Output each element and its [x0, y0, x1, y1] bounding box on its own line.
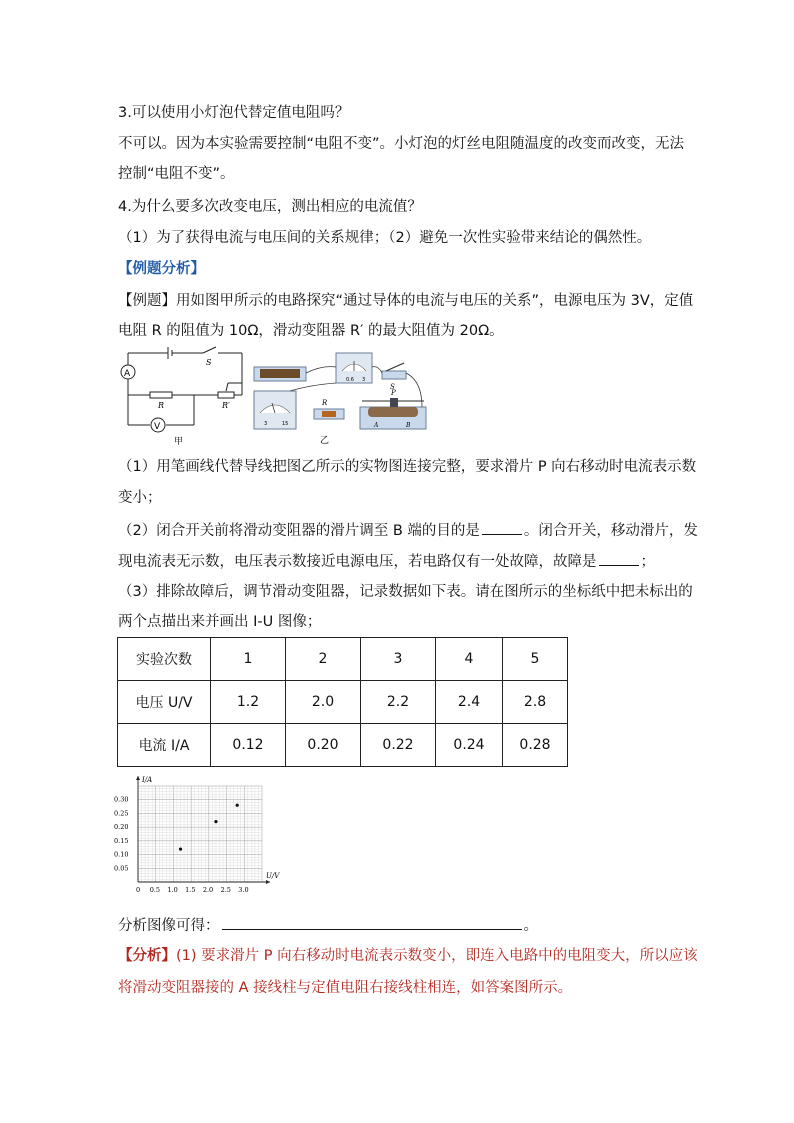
table-cell: 4 — [436, 638, 503, 681]
conclusion-line — [118, 915, 538, 936]
battery-cells — [260, 369, 300, 378]
y-tick-label: 0.20 — [114, 823, 129, 832]
q4-title: 4.为什么要多次改变电压，测出相应的电流值？ — [118, 199, 422, 215]
example-line1 — [118, 291, 693, 311]
slider-label: P — [391, 389, 396, 397]
analysis-line2: 将滑动变阻器接的 A 接线柱与定值电阻右接线柱相连，如答案图所示。 — [118, 980, 573, 996]
table-cell: 2.4 — [436, 681, 503, 724]
table-cell: 0.20 — [286, 724, 361, 767]
circuit-diagram-jia — [118, 345, 246, 445]
data-table — [117, 637, 568, 767]
table-cell: 1 — [211, 638, 286, 681]
table-cell: 2.2 — [361, 681, 436, 724]
ammeter-label: A — [124, 369, 131, 379]
q3-answer-line2: 控制“电阻不变”。 — [118, 166, 235, 182]
section-heading: 【例题分析】 — [118, 261, 205, 277]
switch-device-label: S — [390, 383, 395, 391]
q3-title: 3.可以使用小灯泡代替定值电阻吗？ — [118, 105, 350, 121]
y-tick-label: 0.30 — [114, 795, 129, 804]
question3-line2: 两个点描出来并画出 I-U 图像； — [118, 614, 322, 630]
x-tick-label: 0 — [136, 886, 141, 894]
example-line2: 电阻 R 的阻值为 10Ω，滑动变阻器 R′ 的最大阻值为 20Ω。 — [118, 323, 504, 339]
example-label: 【例题】 — [118, 293, 176, 309]
caption-yi: 乙 — [320, 436, 330, 445]
ammeter-range: 0.6 — [346, 377, 354, 383]
table-row — [118, 724, 568, 767]
table-row — [118, 681, 568, 724]
answer-blank-1[interactable] — [482, 520, 522, 535]
question1-line1: （1）用笔画线代替导线把图乙所示的实物图连接完整，要求滑片 P 向右移动时电流表示数 — [118, 459, 697, 475]
example-text1: 用如图甲所示的电路探究“通过导体的电流与电压的关系”，电源电压为 3V，定值 — [176, 293, 694, 309]
x-tick-label: 2.0 — [202, 886, 214, 894]
switch-device — [382, 371, 406, 379]
x-tick-label: 1.5 — [185, 886, 196, 894]
iu-chart[interactable] — [112, 770, 282, 900]
switch-label: S — [206, 358, 212, 367]
table-cell: 1.2 — [211, 681, 286, 724]
data-point — [179, 847, 182, 850]
apparatus-figure-yi — [250, 345, 436, 445]
y-tick-label: 0.05 — [114, 864, 129, 873]
x-axis-label: U/V — [266, 872, 280, 880]
table-cell: 2 — [286, 638, 361, 681]
q4-answer: （1）为了获得电流与电压间的关系规律；（2）避免一次性实验带来结论的偶然性。 — [118, 230, 652, 246]
conclusion-prefix: 分析图像可得： — [118, 918, 220, 934]
table-row-header: 电压 U/V — [118, 681, 211, 724]
data-point — [214, 820, 217, 823]
rheostat-label: R′ — [222, 401, 230, 410]
question3-line1: （3）排除故障后，调节滑动变阻器，记录数据如下表。请在图所示的坐标纸中把未标出的 — [118, 584, 693, 600]
table-cell: 5 — [503, 638, 568, 681]
question2-text-a: （2）闭合开关前将滑动变阻器的滑片调至 B 端的目的是 — [118, 523, 480, 539]
ammeter-range-b: 3 — [362, 377, 366, 383]
analysis-text1: (1) 要求滑片 P 向右移动时电流表示数变小，即连入电路中的电阻变大，所以应该 — [176, 948, 698, 964]
resistor-label: R — [158, 401, 165, 410]
table-cell: 0.12 — [211, 724, 286, 767]
terminal-a-label: A — [374, 422, 379, 429]
y-axis-arrow — [136, 776, 140, 780]
x-tick-label: 2.5 — [220, 886, 231, 894]
question2-text-d: ； — [640, 554, 655, 570]
question2-line1 — [118, 520, 698, 541]
table-cell: 3 — [361, 638, 436, 681]
caption-jia: 甲 — [174, 437, 184, 445]
conclusion-blank[interactable] — [222, 915, 522, 930]
table-cell: 2.0 — [286, 681, 361, 724]
y-axis-label: I/A — [142, 776, 153, 784]
answer-blank-2[interactable] — [599, 551, 639, 566]
table-row-header: 实验次数 — [118, 638, 211, 681]
question2-line2 — [118, 551, 655, 572]
table-row — [118, 638, 568, 681]
voltmeter-label: V — [154, 422, 161, 432]
y-tick-label: 0.10 — [114, 850, 129, 859]
x-tick-label: 0.5 — [149, 886, 161, 894]
y-tick-label: 0.15 — [114, 836, 129, 845]
data-point — [236, 804, 239, 807]
voltmeter-range-a: 3 — [264, 421, 268, 427]
resistor-device-label: R — [322, 399, 328, 407]
question2-text-c: 现电流表无示数，电压表示数接近电源电压，若电路仅有一处故障，故障是 — [118, 554, 597, 570]
analysis-label: 【分析】 — [118, 948, 176, 964]
x-tick-label: 1.0 — [167, 886, 178, 894]
slider-p — [390, 398, 398, 407]
table-cell: 0.24 — [436, 724, 503, 767]
x-axis-arrow — [266, 880, 270, 884]
table-cell: 2.8 — [503, 681, 568, 724]
conclusion-suffix: 。 — [523, 918, 538, 934]
x-tick-label: 3.0 — [238, 886, 249, 894]
question1-line2: 变小； — [118, 490, 162, 506]
table-row-header: 电流 I/A — [118, 724, 211, 767]
analysis-line1 — [118, 946, 698, 966]
table-cell: 0.28 — [503, 724, 568, 767]
y-tick-label: 0.25 — [114, 809, 129, 818]
terminal-b-label: B — [406, 422, 411, 429]
q3-answer-line1: 不可以。因为本实验需要控制“电阻不变”。小灯泡的灯丝电阻随温度的改变而改变，无法 — [118, 136, 685, 152]
voltmeter-range-b: 15 — [282, 421, 289, 427]
table-cell: 0.22 — [361, 724, 436, 767]
question2-text-b: 。闭合开关，移动滑片，发 — [523, 523, 698, 539]
